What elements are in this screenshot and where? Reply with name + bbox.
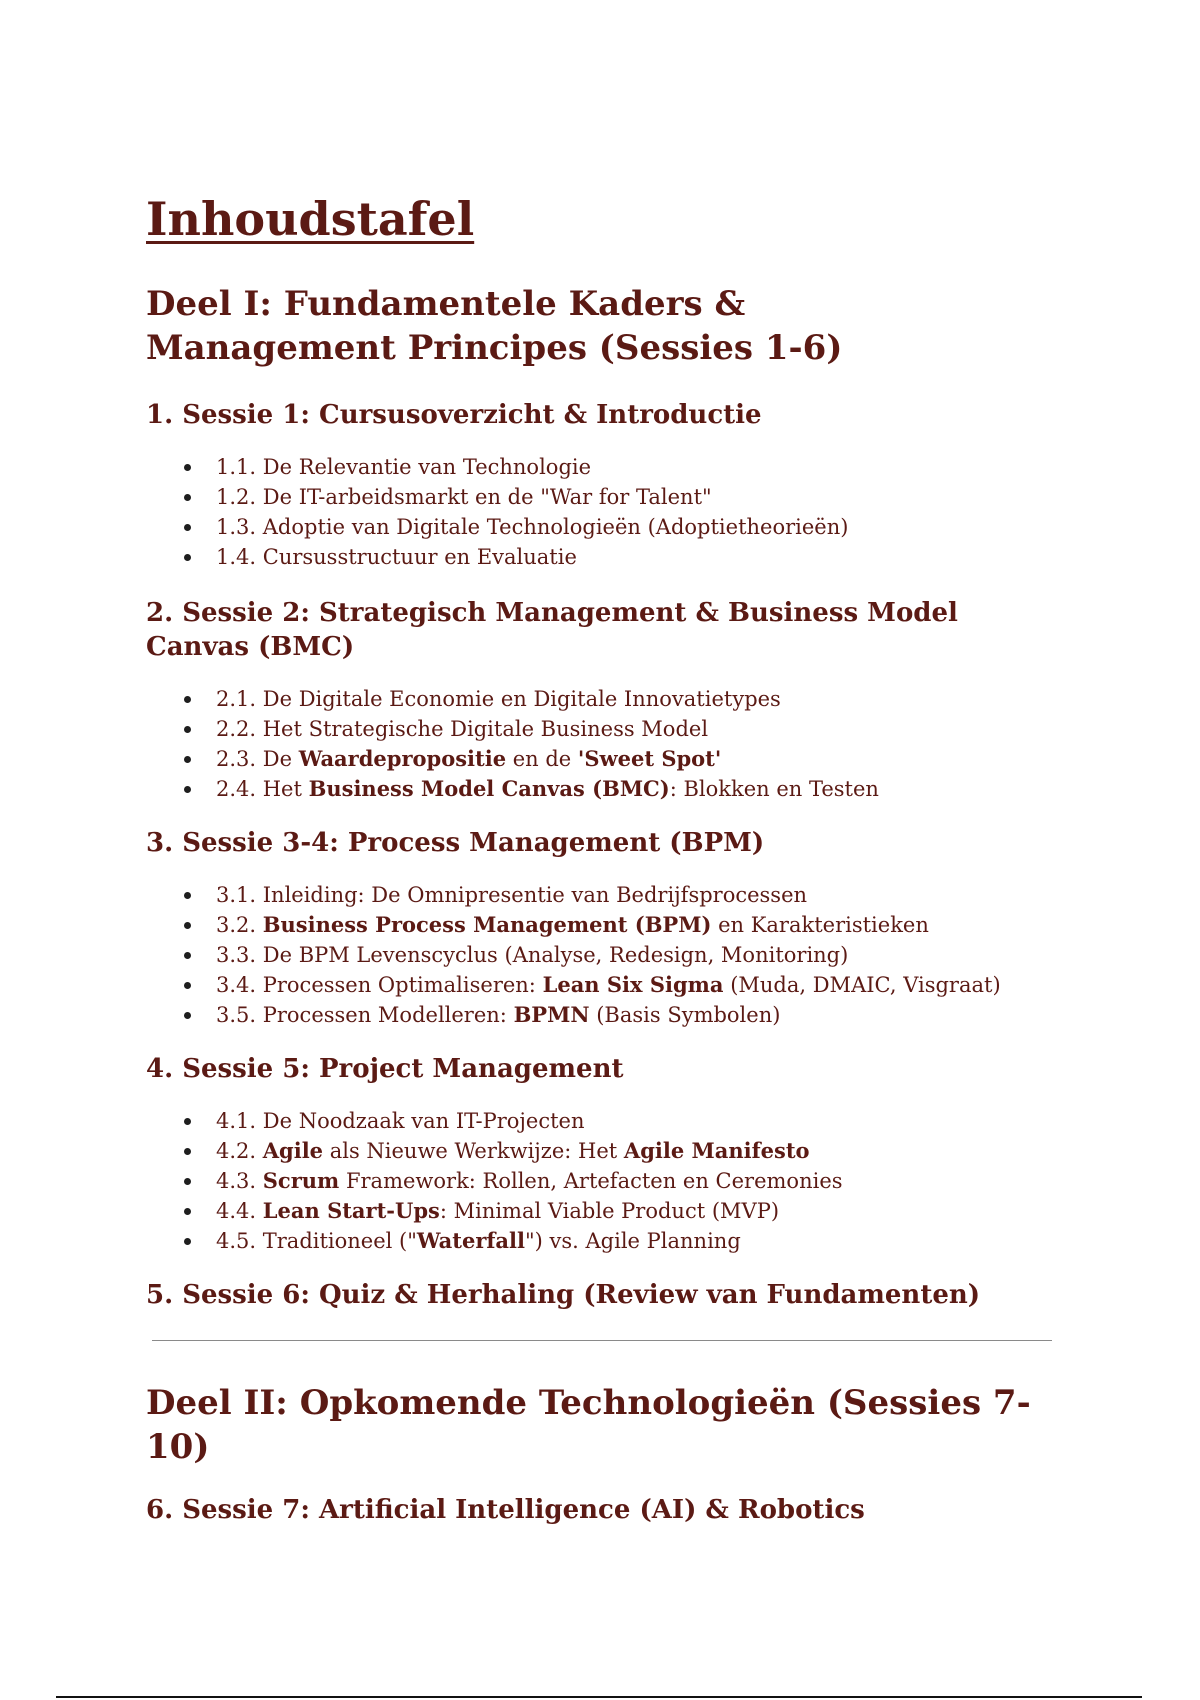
item-text: (Basis Symbolen) [589,1003,781,1027]
list-item: 3.1. Inleiding: De Omnipresentie van Bedrijfsprocessen [216,880,1046,910]
session-3-title: 3. Sessie 3-4: Process Management (BPM) [146,828,765,858]
session-1-list [146,452,1046,572]
item-emphasis: Agile Manifesto [623,1138,810,1163]
session-5-title: 5. Sessie 6: Quiz & Herhaling (Review van Fundamenten) [146,1280,981,1310]
item-text: : Minimal Viable Product (MVP) [439,1199,780,1223]
item-emphasis: Business Process Management (BPM) [262,912,712,937]
item-text: 3.5. Processen Modelleren: [216,1003,514,1027]
list-item: 1.3. Adoptie van Digitale Technologieën (Adoptietheorieën) [216,512,1046,542]
list-item [216,744,1046,774]
item-text: 4.5. Traditioneel (" [216,1229,417,1253]
list-item [216,774,1046,804]
list-item: 3.3. De BPM Levenscyclus (Analyse, Redesign, Monitoring) [216,940,1046,970]
list-item: 1.1. De Relevantie van Technologie [216,452,1046,482]
part-divider [152,1340,1052,1341]
list-item [216,1196,1046,1226]
list-item [216,1226,1046,1256]
item-emphasis: Waterfall [416,1228,525,1253]
list-item: 2.1. De Digitale Economie en Digitale Innovatietypes [216,684,1046,714]
page-bottom-rule [56,1696,1142,1698]
item-emphasis: Business Model Canvas (BMC) [308,776,670,801]
list-item [216,1136,1046,1166]
list-item: 1.2. De IT-arbeidsmarkt en de "War for Talent" [216,482,1046,512]
page-title: Inhoudstafel [146,192,475,246]
item-text: : Blokken en Testen [669,777,879,801]
item-text: 4.4. [216,1199,263,1223]
item-text: 4.2. [216,1139,263,1163]
item-text: en de [506,747,578,771]
item-emphasis: Lean Six Sigma [542,972,724,997]
list-item [216,970,1046,1000]
session-3-list [146,880,1046,1030]
item-text: 3.4. Processen Optimaliseren: [216,973,543,997]
item-emphasis: Agile [262,1138,324,1163]
list-item: 4.1. De Noodzaak van IT-Projecten [216,1106,1046,1136]
item-text: ") vs. Agile Planning [525,1229,741,1253]
item-text: en Karakteristieken [711,913,929,937]
list-item [216,1000,1046,1030]
item-text: (Muda, DMAIC, Visgraat) [723,973,1001,997]
list-item [216,1166,1046,1196]
item-emphasis: 'Sweet Spot' [577,746,722,771]
list-item: 1.4. Cursusstructuur en Evaluatie [216,542,1046,572]
item-text: 4.3. [216,1169,263,1193]
list-item: 2.2. Het Strategische Digitale Business Model [216,714,1046,744]
session-2-title: 2. Sessie 2: Strategisch Management & Business Model Canvas (BMC) [146,598,958,662]
item-emphasis: BPMN [513,1002,590,1027]
part-1-title: Deel I: Fundamentele Kaders & Management Principes (Sessies 1-6) [146,284,843,368]
session-2-list [146,684,1046,804]
session-4-list [146,1106,1046,1256]
item-emphasis: Scrum [262,1168,340,1193]
item-text: als Nieuwe Werkwijze: Het [323,1139,624,1163]
item-text: 2.3. De [216,747,299,771]
document-page [146,190,1046,1527]
list-item [216,910,1046,940]
item-text: 2.4. Het [216,777,309,801]
item-emphasis: Waardepropositie [298,746,507,771]
item-text: Framework: Rollen, Artefacten en Ceremonies [339,1169,843,1193]
session-4-title: 4. Sessie 5: Project Management [146,1054,624,1084]
part-2-title: Deel II: Opkomende Technologieën (Sessies 7-10) [146,1383,1031,1467]
item-text: 3.2. [216,913,263,937]
session-1-title: 1. Sessie 1: Cursusoverzicht & Introductie [146,400,762,430]
item-emphasis: Lean Start-Ups [262,1198,440,1223]
session-6-title: 6. Sessie 7: Artificial Intelligence (AI) & Robotics [146,1495,865,1525]
